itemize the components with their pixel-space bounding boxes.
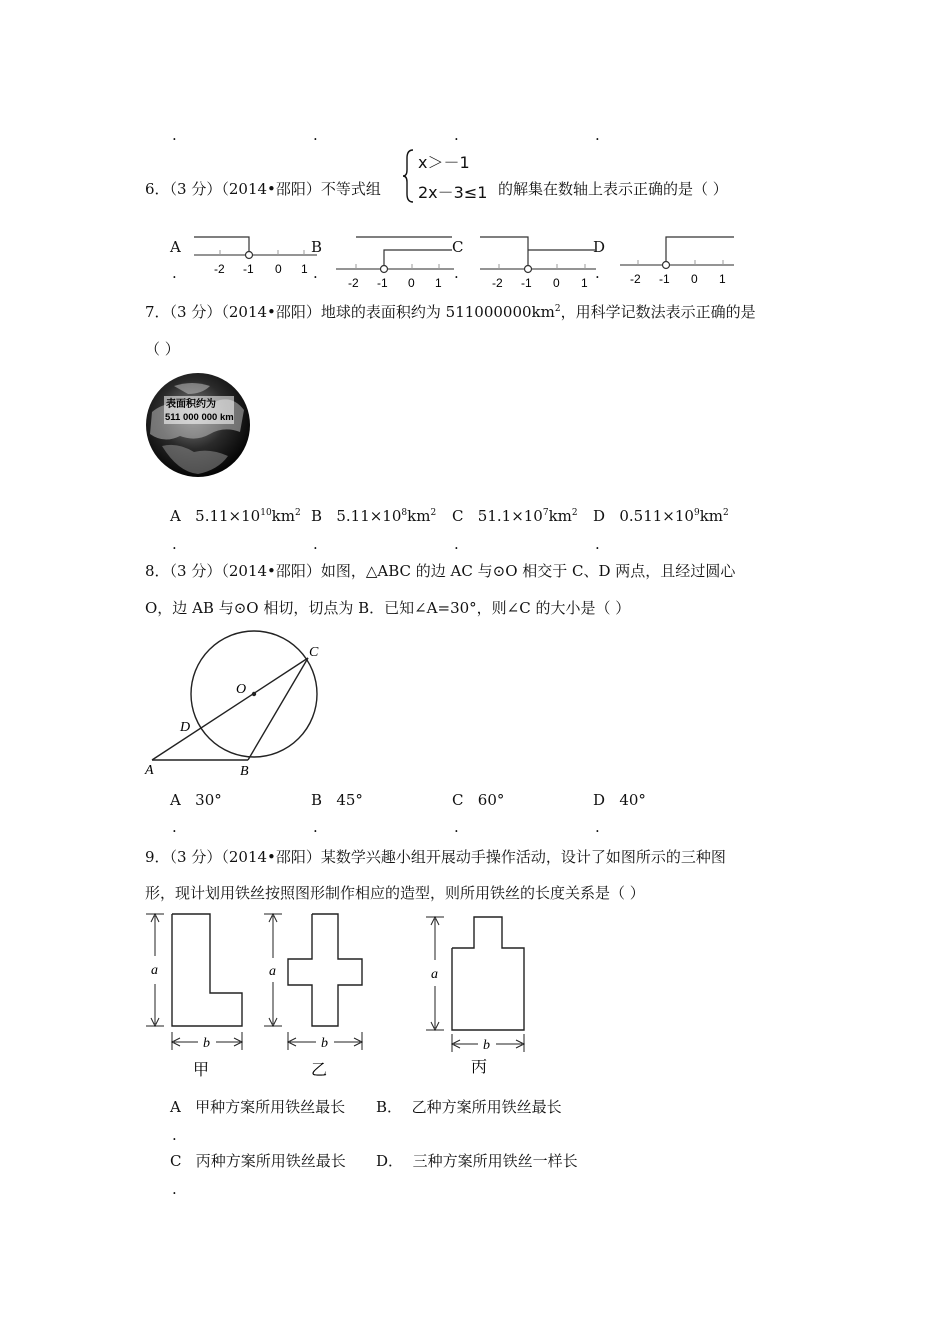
option-dot: . — [595, 535, 600, 553]
point-label-o: O — [236, 682, 247, 697]
dimension-a-label: a — [269, 964, 276, 979]
tick-label: -1 — [377, 276, 388, 290]
wire-shape-jia — [140, 908, 250, 1080]
option-a[interactable]: A $5.11\times 10^{10}km^2$ — [170, 507, 301, 525]
option-d[interactable]: D． 三种方案所用铁丝一样长 — [376, 1152, 578, 1170]
question-stem: 6．（3 分）（2014•邵阳）不等式组 — [145, 180, 381, 198]
option-b[interactable]: B． 乙种方案所用铁丝最长 — [376, 1098, 562, 1116]
option-dot: . — [454, 818, 459, 836]
tick-label: 0 — [553, 276, 560, 290]
option-label: D — [593, 238, 606, 256]
tick-label: 0 — [691, 272, 698, 286]
option-label: A — [170, 238, 181, 256]
figure-caption-yi: 乙 — [311, 1062, 328, 1079]
dimension-a-label: a — [431, 967, 438, 982]
option-a[interactable]: A 30° — [170, 791, 222, 809]
circle-tangent-figure — [140, 625, 330, 780]
option-dot: . — [313, 818, 318, 836]
option-dot: . — [172, 264, 177, 282]
option-dot: . — [454, 535, 459, 553]
wire-shape-yi — [260, 908, 370, 1080]
question-stem-line2: O，边 AB 与⊙O 相切，切点为 B．已知∠A=30°，则∠C 的大小是（ ） — [145, 599, 631, 617]
option-a[interactable]: A 甲种方案所用铁丝最长 — [170, 1098, 346, 1116]
tick-label: -1 — [659, 272, 670, 286]
question-stem: 8．（3 分）（2014•邵阳）如图，△ABC 的边 AC 与⊙O 相交于 C、D 两点，且经过圆心 — [145, 562, 736, 580]
option-d[interactable]: D 40° — [593, 791, 646, 809]
tick-label: -2 — [630, 272, 641, 286]
option-dot: . — [595, 818, 600, 836]
inequality-2: 2x－3≤1 — [418, 183, 488, 202]
tick-label: -1 — [521, 276, 532, 290]
dimension-b-label: b — [483, 1038, 490, 1053]
point-label-c: C — [309, 645, 319, 660]
option-dot: . — [313, 264, 318, 282]
option-d[interactable]: D $0.511\times 10^9km^2$ — [593, 507, 729, 525]
option-dot: . — [454, 126, 459, 144]
option-dot: . — [595, 264, 600, 282]
option-b[interactable]: B $5.11\times 10^8km^2$ — [311, 507, 437, 525]
globe-caption: 表面积约为 — [166, 399, 216, 410]
number-line-c — [478, 230, 606, 294]
option-dot: . — [172, 818, 177, 836]
tick-label: 1 — [435, 276, 442, 290]
tick-label: 1 — [581, 276, 588, 290]
wire-shape-bing — [418, 908, 533, 1080]
dimension-a-label: a — [151, 963, 158, 978]
tick-label: -2 — [492, 276, 503, 290]
question-stem-suffix: 的解集在数轴上表示正确的是（ ） — [498, 180, 728, 198]
earth-globe-image — [144, 372, 254, 478]
option-label: B — [311, 238, 323, 256]
option-c[interactable]: C $51.1\times 10^7km^2$ — [452, 507, 578, 525]
question-stem: 9．（3 分）（2014•邵阳）某数学兴趣小组开展动手操作活动，设计了如图所示的三种图 — [145, 848, 726, 866]
option-dot: . — [454, 264, 459, 282]
point-label-a: A — [145, 763, 154, 778]
number-line-b — [334, 230, 459, 294]
tick-label: -1 — [243, 262, 254, 276]
option-dot: . — [172, 1126, 177, 1144]
question-stem: 7．（3 分）（2014•邵阳）地球的表面积约为 $511000000km^2$，用科学记数法表示正确的是 — [145, 303, 756, 321]
dimension-b-label: b — [203, 1036, 210, 1051]
number-line-d — [618, 230, 738, 290]
brace-icon — [402, 148, 416, 204]
number-line-a — [192, 230, 322, 280]
figure-caption-bing: 丙 — [471, 1059, 488, 1076]
point-label-d: D — [180, 720, 191, 735]
option-c[interactable]: C 丙种方案所用铁丝最长 — [170, 1152, 346, 1170]
tick-label: 0 — [408, 276, 415, 290]
option-b[interactable]: B 45° — [311, 791, 363, 809]
point-label-b: B — [240, 764, 249, 779]
option-dot: . — [172, 126, 177, 144]
option-label: C — [452, 238, 464, 256]
option-dot: . — [595, 126, 600, 144]
question-stem-line2: 形，现计划用铁丝按照图形制作相应的造型，则所用铁丝的长度关系是（ ） — [145, 884, 645, 902]
tick-label: 0 — [275, 262, 282, 276]
inequality-1: x＞－1 — [418, 153, 470, 172]
option-dot: . — [313, 535, 318, 553]
tick-label: 1 — [301, 262, 308, 276]
question-stem-line2: （ ） — [145, 340, 180, 358]
tick-label: 1 — [719, 272, 726, 286]
tick-label: -2 — [348, 276, 359, 290]
option-dot: . — [172, 1180, 177, 1198]
tick-label: -2 — [214, 262, 225, 276]
dimension-b-label: b — [321, 1036, 328, 1051]
globe-caption-number: 511 000 000 km — [165, 412, 234, 423]
option-c[interactable]: C 60° — [452, 791, 505, 809]
option-dot: . — [313, 126, 318, 144]
option-dot: . — [172, 535, 177, 553]
figure-caption-jia: 甲 — [193, 1062, 210, 1079]
